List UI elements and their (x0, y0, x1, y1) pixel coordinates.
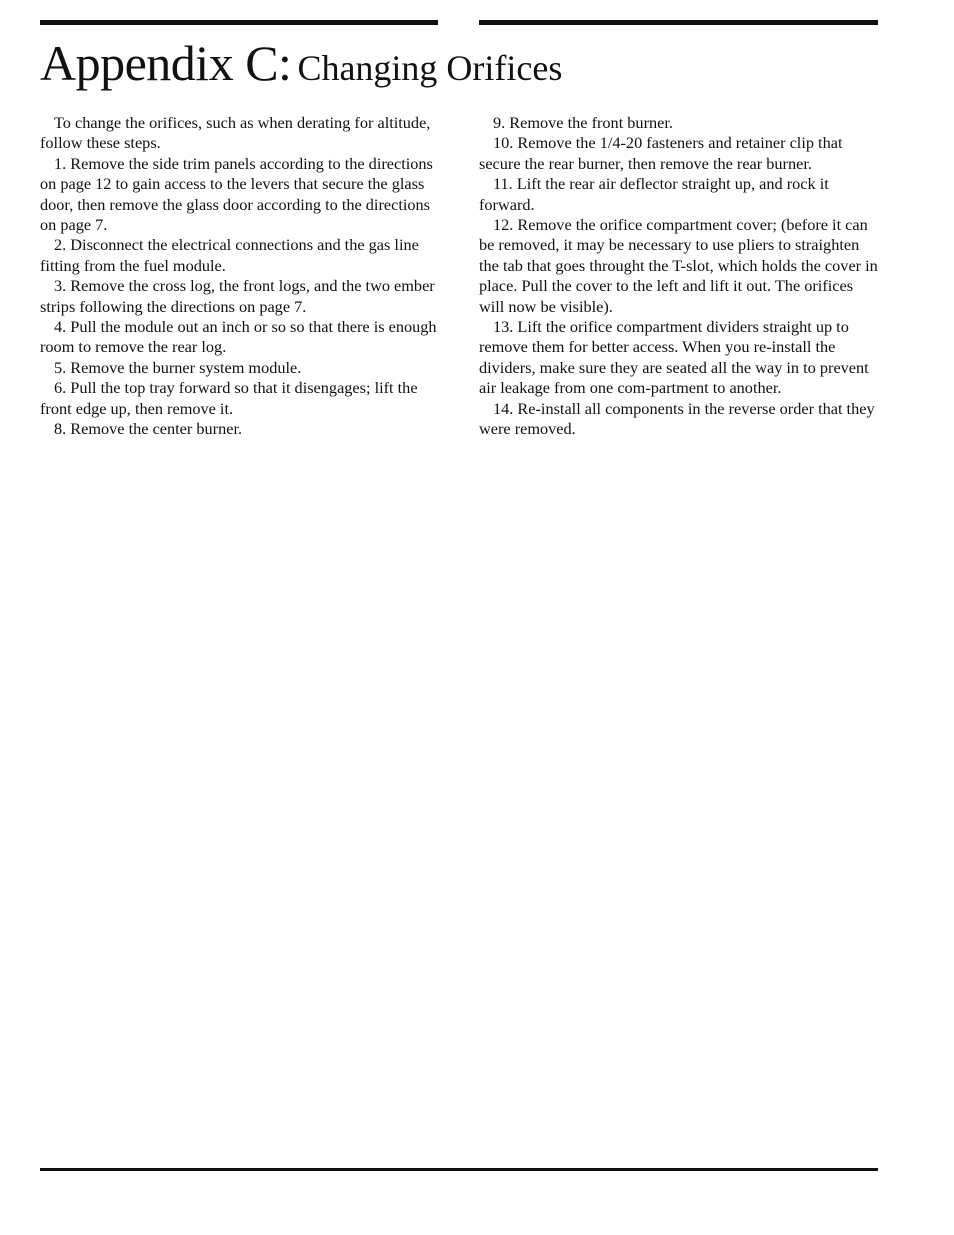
title-sub: Changing Orifices (297, 48, 563, 88)
step-8: 8. Remove the center burner. (54, 419, 243, 439)
step-5: 5. Remove the burner system module. (54, 357, 302, 377)
header-rule-left (40, 20, 438, 25)
left-column (40, 113, 440, 440)
title-main: Appendix C: (40, 35, 292, 91)
page-title (40, 35, 563, 91)
footer-rule (40, 1168, 878, 1171)
step-6: 6. Pull the top tray forward so that it disengages; lift the front edge up, then remove it. (40, 378, 418, 418)
step-2: 2. Disconnect the electrical connections and the gas line fitting from the fuel module. (40, 235, 419, 275)
header-rule-right (479, 20, 878, 25)
step-1: 1. Remove the side trim panels according to the directions on page 12 to gain access to the levers that secure the glass door, then remove the glass door according to the directions on page 7. (40, 153, 433, 235)
step-4: 4. Pull the module out an inch or so so that there is enough room to remove the rear log. (40, 317, 437, 357)
step-3: 3. Remove the cross log, the front logs, and the two ember strips following the directions on page 7. (40, 276, 435, 316)
step-10: 10. Remove the 1/4-20 fasteners and retainer clip that secure the rear burner, then remove the rear burner. (479, 133, 843, 173)
step-9: 9. Remove the front burner. (493, 113, 673, 132)
step-14: 14. Re-install all components in the reverse order that they were removed. (479, 398, 875, 439)
step-12: 12. Remove the orifice compartment cover; (before it can be removed, it may be necessary to use pliers to straighten the tab that goes throught the T-slot, which holds the cover in place. Pull the cover to the left and lift it out. The orifices will now be visible). (479, 215, 878, 316)
right-column (479, 113, 879, 440)
intro-paragraph: To change the orifices, such as when derating for altitude, follow these steps. (40, 113, 431, 153)
step-13: 13. Lift the orifice compartment dividers straight up to remove them for better access. When you re-install the dividers, make sure they are seated all the way in to prevent air leakage from one com-partment to another. (479, 317, 869, 398)
step-11: 11. Lift the rear air deflector straight up, and rock it forward. (479, 174, 829, 214)
